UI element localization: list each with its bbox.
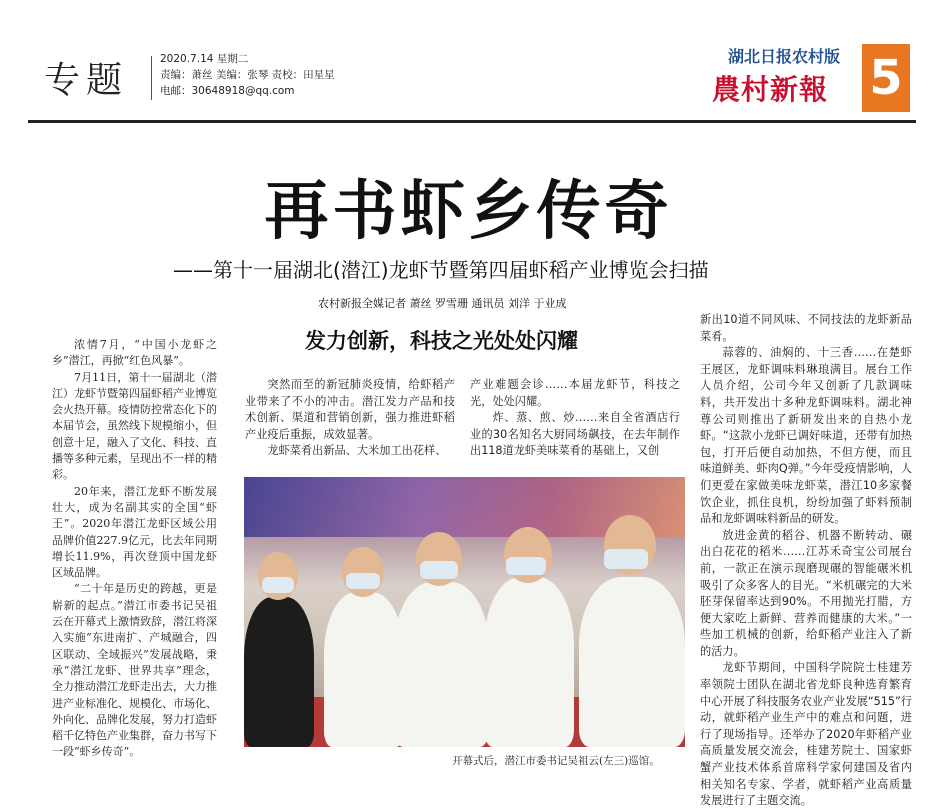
paragraph: 浓情7月，“中国小龙虾之乡”潜江，再掀“红色风暴”。 xyxy=(52,338,217,368)
person xyxy=(579,577,685,747)
photo-caption: 开幕式后，潜江市委书记吴祖云(左三)巡馆。 xyxy=(452,755,660,767)
paragraph: 炸、蒸、煎、炒……来自全省酒店行业的30名知名大厨同场飙技，在去年制作出118道龙虾美味菜肴的基础上，又创 xyxy=(470,411,680,458)
paragraph: 7月11日，第十一届湖北（潜江）龙虾节暨第四届虾稻产业博览会火热开幕。疫情防控常态化下的本届节会，虽然线下规模缩小，但创意十足，融入了文化、科技、直播等多种元素，呈现出不一样的精彩。 xyxy=(52,370,217,482)
header-rule xyxy=(28,120,916,123)
brand-title: 湖北日报农村版 xyxy=(728,47,841,66)
face-mask xyxy=(346,573,380,589)
byline: 农村新报全媒记者 萧丝 罗雪珊 通讯员 刘洋 于业成 xyxy=(318,297,567,310)
paragraph: 产业难题会诊……本届龙虾节，科技之光，处处闪耀。 xyxy=(470,378,680,408)
face-mask xyxy=(604,549,648,569)
person xyxy=(244,597,314,747)
paragraph: 突然而至的新冠肺炎疫情，给虾稻产业带来了不小的冲击。潜江发力产品和技术创新、渠道和营销创新，强力推进虾稻产业疫后重振，成效显著。 xyxy=(245,378,455,441)
face-mask xyxy=(420,561,458,579)
page-number: 5 xyxy=(862,44,910,112)
face-mask xyxy=(506,557,546,575)
body-column-4 xyxy=(700,312,912,810)
paragraph: 新出10道不同风味、不同技法的龙虾新品菜肴。 xyxy=(700,313,912,343)
person xyxy=(324,592,404,747)
person xyxy=(394,582,489,747)
header-divider xyxy=(151,56,152,100)
section-title: 发力创新，科技之光处处闪耀 xyxy=(305,328,578,353)
paragraph: 放进金黄的稻谷、机器不断转动、碾出白花花的稻米……江苏禾奇宝公司展台前，一款正在演示现磨现碾的智能碾米机吸引了众多客人的目光。“米机碾完的大米胚芽保留率达到90%。不用抛光打腊，方便大家吃上新鲜、营养而健康的大米。”一些加工机械的创新，给虾稻产业注入了新的活力。 xyxy=(700,528,912,658)
body-column-3 xyxy=(470,377,680,460)
news-photo xyxy=(244,477,685,747)
section-label: 专题 xyxy=(44,60,129,101)
person-head xyxy=(342,547,384,597)
paragraph: “二十年是历史的跨越，更是崭新的起点。”潜江市委书记吴祖云在开幕式上激情致辞，潜江将深入实施“东进南扩、产城融合，四区联动、全域振兴”发展战略，秉承“潜江龙虾、世界共享”理念，全力推动潜江龙虾走出去，大力推进产业标准化、规模化、市场化、外向化、品牌化发展，努力打造虾稻千亿特色产业集群，奋力书写下一段“虾乡传奇”。 xyxy=(52,582,217,759)
subheadline: ——第十一届湖北(潜江)龙虾节暨第四届虾稻产业博览会扫描 xyxy=(173,258,709,282)
paragraph: 蒜蓉的、油焖的、十三香……在楚虾王展区，龙虾调味料琳琅满目。展台工作人员介绍，公司今年又创新了几款调味料，共开发出十多种龙虾调味料。湖北神尊公司则推出了新研发出来的自热小龙虾。“这款小龙虾已调好味道，还带有加热包，打开后便自动加热，不但方便，而且味道鲜美、虾肉Q弹。”今年受疫情影响，人们更爱在家做美味龙虾菜，潜江10多家餐饮企业，抓住良机，纷纷加强了虾料预制品和龙虾调味料新品的研发。 xyxy=(700,346,912,526)
brand-logo: 農村新報 xyxy=(712,73,829,106)
person xyxy=(484,577,574,747)
paragraph: 龙虾节期间，中国科学院院士桂建芳率领院士团队在湖北省龙虾良种选育繁育中心开展了科技服务农业产业发展“515”行动，就虾稻产业生产中的难点和问题，进行了现场指导。还举办了2020年虾稻产业高质量发展交流会，桂建芳院士、国家虾蟹产业技术体系首席科学家何建国及省内相关知名专家、学者，就虾稻产业高质量发展进行了主题交流。 xyxy=(700,661,912,808)
headline: 再书虾乡传奇 xyxy=(264,174,673,249)
date-line: 2020.7.14 星期二 xyxy=(160,53,249,65)
editors-line: 责编：萧丝 美编：张琴 责校：田星星 xyxy=(160,69,335,81)
intro-column xyxy=(52,337,217,761)
paragraph: 龙虾菜肴出新品、大米加工出花样、 xyxy=(267,444,447,458)
email-line: 电邮：30648918@qq.com xyxy=(160,85,295,97)
paragraph: 20年来，潜江龙虾不断发展壮大，成为名副其实的全国“虾王”。2020年潜江龙虾区域公用品牌价值227.9亿元，比去年同期增长11.9%，再次登顶中国龙虾区域品牌。 xyxy=(52,484,217,580)
body-column-2 xyxy=(245,377,455,460)
face-mask xyxy=(262,577,294,593)
